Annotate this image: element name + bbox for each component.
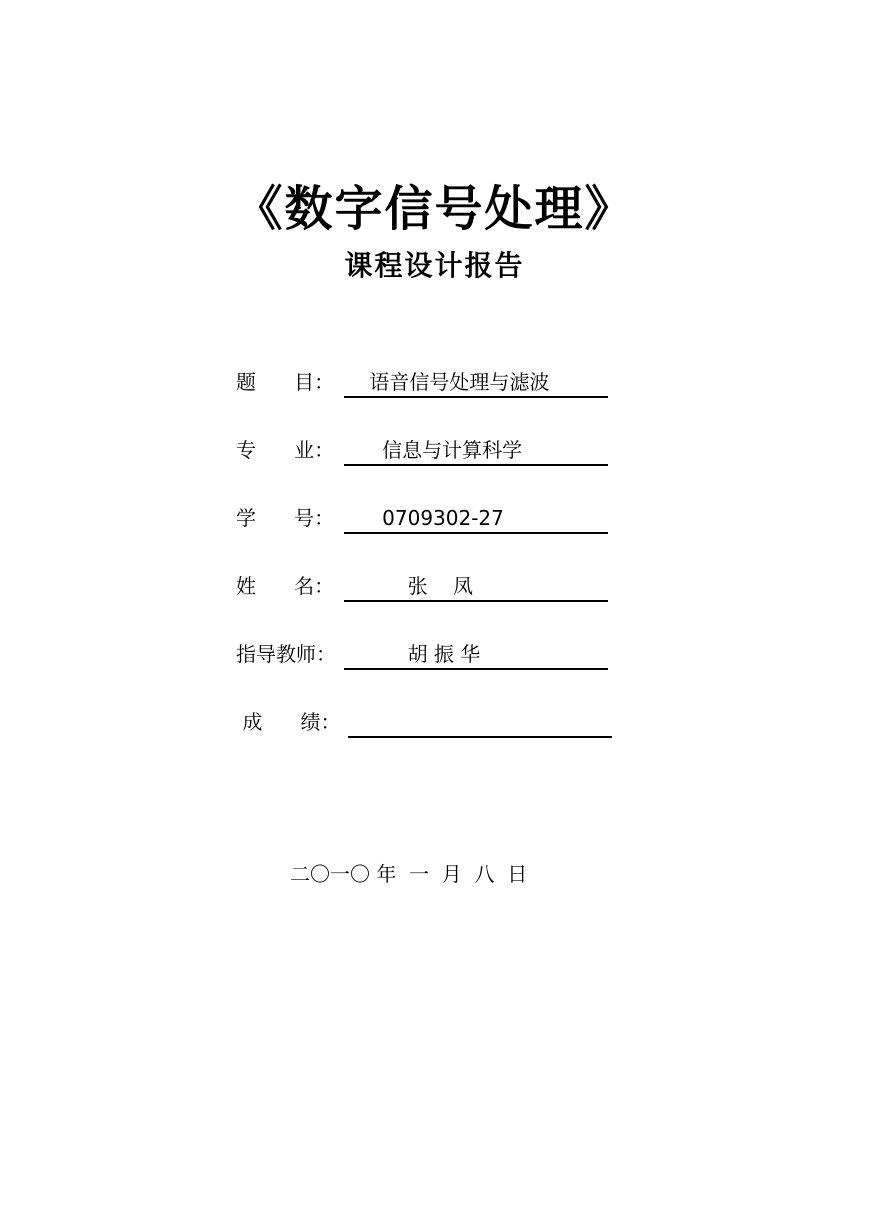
field-label-major: 专 业： xyxy=(236,438,335,462)
field-value-major: 信息与计算科学 xyxy=(344,436,608,466)
report-title: 《数字信号处理》 xyxy=(234,181,635,237)
field-label-topic: 题 目： xyxy=(236,370,335,394)
field-value-topic: 语音信号处理与滤波 xyxy=(344,368,608,398)
report-date: 二〇一〇 年 一 月 八 日 xyxy=(290,862,528,886)
field-value-grade xyxy=(348,708,612,738)
field-value-student-id: 0709302-27 xyxy=(344,504,608,534)
field-label-advisor: 指导教师： xyxy=(236,642,336,666)
field-label-grade: 成 绩： xyxy=(236,710,341,734)
report-subtitle: 课程设计报告 xyxy=(344,249,525,282)
field-label-student-id: 学 号： xyxy=(236,506,335,530)
field-value-advisor: 胡 振 华 xyxy=(344,640,608,670)
field-value-name: 张 凤 xyxy=(344,572,608,602)
field-label-name: 姓 名： xyxy=(236,574,335,598)
